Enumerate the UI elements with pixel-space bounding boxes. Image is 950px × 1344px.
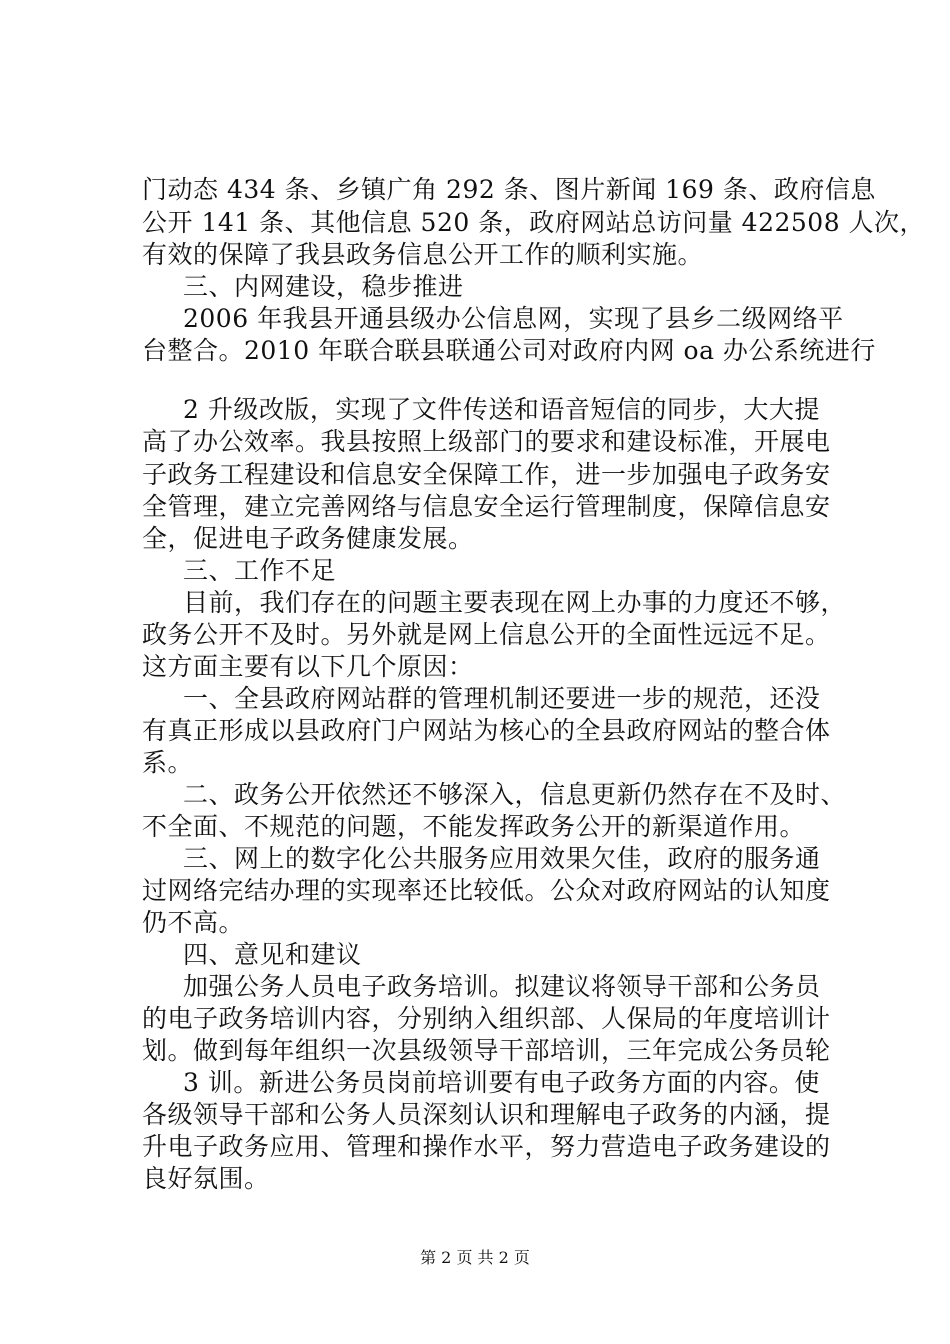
body-line: 升电子政务应用、管理和操作水平，努力营造电子政务建设的 [142,1132,831,1161]
body-line: 的电子政务培训内容，分别纳入组织部、人保局的年度培训计 [142,1004,831,1033]
section-heading: 三、内网建设，稳步推进 [183,272,464,301]
body-line: 各级领导干部和公务人员深刻认识和理解电子政务的内涵，提 [142,1100,831,1129]
body-line: 全管理，建立完善网络与信息安全运行管理制度，保障信息安 [142,492,831,521]
body-line: 一、全县政府网站群的管理机制还要进一步的规范，还没 [183,684,821,713]
body-line: 有效的保障了我县政务信息公开工作的顺利实施。 [142,240,704,269]
body-line: 全，促进电子政务健康发展。 [142,524,474,553]
body-line: 三、网上的数字化公共服务应用效果欠佳，政府的服务通 [183,844,821,873]
body-line: 台整合。2010 年联合联县联通公司对政府内网 oa 办公系统进行 [142,336,876,365]
body-line: 高了办公效率。我县按照上级部门的要求和建设标准，开展电 [142,427,831,456]
body-line: 过网络完结办理的实现率还比较低。公众对政府网站的认知度 [142,876,831,905]
body-line: 二、政务公开依然还不够深入，信息更新仍然存在不及时、 [183,780,847,809]
section-heading: 三、工作不足 [183,556,337,585]
body-line: 政务公开不及时。另外就是网上信息公开的全面性远远不足。 [142,620,831,649]
body-line: 不全面、不规范的问题，不能发挥政务公开的新渠道作用。 [142,812,806,841]
page-number-footer: 第 2 页 共 2 页 [420,1248,530,1267]
body-line: 3 训。新进公务员岗前培训要有电子政务方面的内容。使 [183,1068,820,1097]
body-line: 公开 141 条、其他信息 520 条，政府网站总访问量 422508 人次， [142,208,926,237]
body-line: 系。 [142,748,194,777]
section-heading: 四、意见和建议 [183,940,362,969]
body-line: 良好氛围。 [142,1164,270,1193]
body-line: 2 升级改版，实现了文件传送和语音短信的同步，大大提 [183,395,820,424]
body-line: 划。做到每年组织一次县级领导干部培训，三年完成公务员轮 [142,1036,831,1065]
body-line: 这方面主要有以下几个原因： [142,652,474,681]
body-line: 仍不高。 [142,908,245,937]
body-line: 2006 年我县开通县级办公信息网，实现了县乡二级网络平 [183,304,844,333]
body-line: 子政务工程建设和信息安全保障工作，进一步加强电子政务安 [142,460,831,489]
body-line: 目前，我们存在的问题主要表现在网上办事的力度还不够， [183,588,847,617]
body-line: 门动态 434 条、乡镇广角 292 条、图片新闻 169 条、政府信息 [142,175,876,204]
body-line: 有真正形成以县政府门户网站为核心的全县政府网站的整合体 [142,716,831,745]
body-line: 加强公务人员电子政务培训。拟建议将领导干部和公务员 [183,972,821,1001]
